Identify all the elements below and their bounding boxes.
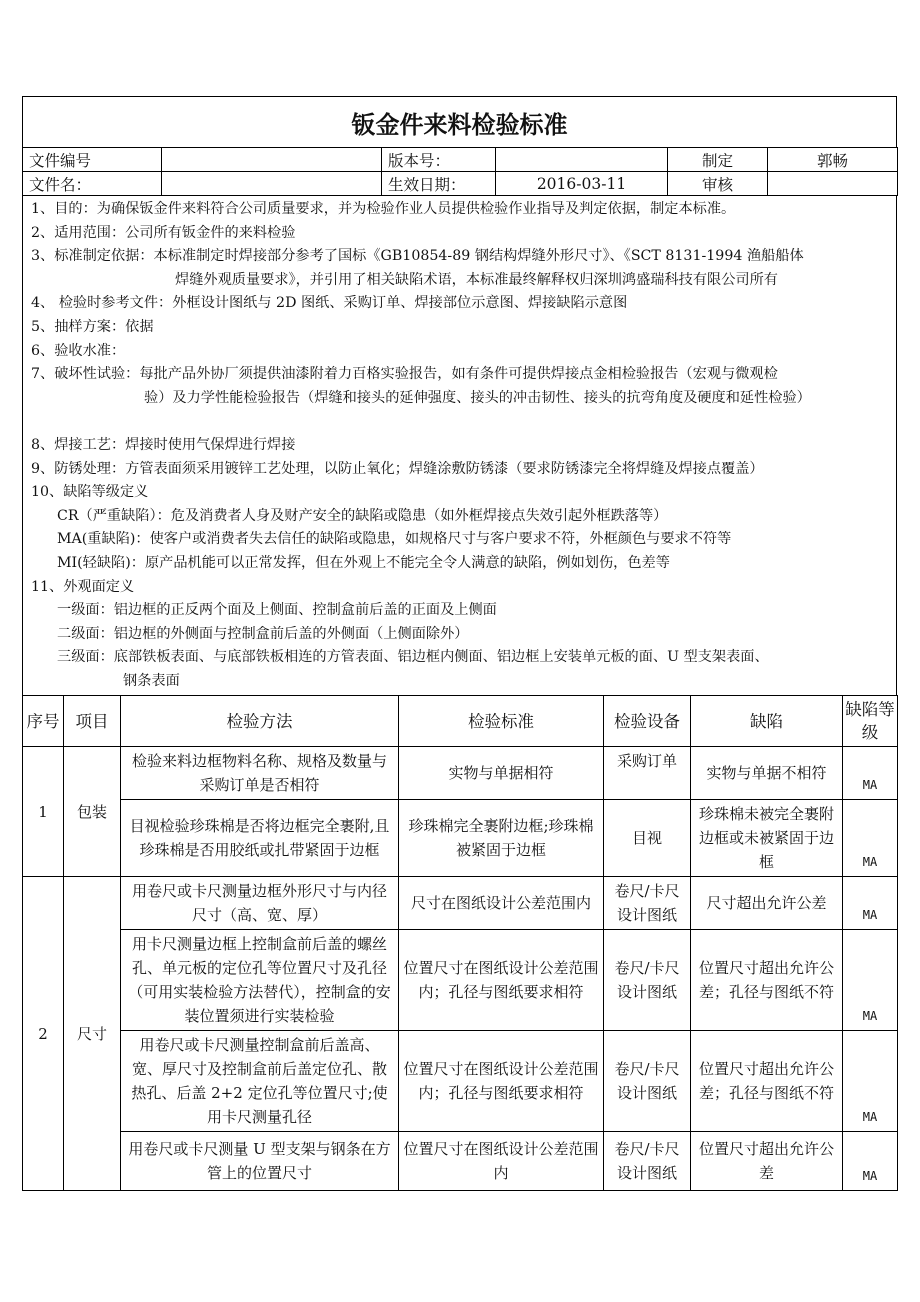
col-grade-header: 缺陷等级	[843, 696, 898, 747]
surface-level-3-cont: 钢条表面	[123, 672, 180, 689]
cell-standard: 珍珠棉完全裹附边框;珍珠棉被紧固于边框	[399, 800, 604, 877]
cell-grade: MA	[843, 930, 898, 1031]
section-scope: 2、适用范围：公司所有钣金件的来料检验	[31, 224, 296, 241]
group-seq: 1	[23, 747, 64, 877]
cell-standard: 位置尺寸在图纸设计公差范围内；孔径与图纸要求相符	[399, 930, 604, 1031]
cell-grade: MA	[843, 747, 898, 800]
header-table	[22, 147, 898, 196]
cell-defect: 位置尺寸超出允许公差；孔径与图纸不符	[691, 930, 843, 1031]
document-title: 钣金件来料检验标准	[22, 96, 897, 148]
section-basis-cont: 焊缝外观质量要求》，并引用了相关缺陷术语，本标准最终解释权归深圳鸿盛瑞科技有限公司所有	[175, 271, 778, 288]
cell-defect: 位置尺寸超出允许公差；孔径与图纸不符	[691, 1031, 843, 1132]
file-name-label: 文件名：	[23, 172, 162, 196]
col-defect-header: 缺陷	[691, 696, 843, 747]
blank-line	[31, 410, 890, 434]
col-standard-header: 检验标准	[399, 696, 604, 747]
version-label: 版本号：	[382, 148, 496, 172]
cell-defect: 尺寸超出允许公差	[691, 877, 843, 930]
section-purpose: 1、目的：为确保钣金件来料符合公司质量要求，并为检验作业人员提供检验作业指导及判定依据，制定本标准。	[31, 201, 736, 217]
cell-method: 用卷尺或卡尺测量边框外形尺寸与内径尺寸（高、宽、厚）	[121, 877, 399, 930]
col-seq-header: 序号	[23, 696, 64, 747]
made-label: 制定	[668, 148, 768, 172]
made-by-value: 郭畅	[768, 148, 898, 172]
section-reference-files: 4、 检验时参考文件：外框设计图纸与 2D 图纸、采购订单、焊接部位示意图、焊接缺陷示意图	[31, 295, 628, 312]
defect-level-cr: CR（严重缺陷）：危及消费者人身及财产安全的缺陷或隐患（如外框焊接点失效引起外框跌落等）	[57, 507, 668, 524]
section-basis: 3、标准制定依据：本标准制定时焊接部分参考了国标《GB10854-89 钢结构焊缝外形尺寸》、《SCT 8131-1994 渔船船体	[31, 248, 804, 265]
document-frame	[22, 96, 897, 1191]
section-sampling: 5、抽样方案：依据	[31, 318, 154, 335]
file-no-label: 文件编号	[23, 148, 162, 172]
review-label: 审核	[668, 172, 768, 196]
defect-level-ma: MA(重缺陷)：使客户或消费者失去信任的缺陷或隐患，如规格尺寸与客户要求不符，外框颜色与要求不符等	[57, 531, 732, 548]
col-item-header: 项目	[64, 696, 121, 747]
cell-equipment: 卷尺/卡尺设计图纸	[604, 1031, 691, 1132]
section-destructive-test: 7、破坏性试验：每批产品外协厂须提供油漆附着力百格实验报告，如有条件可提供焊接点金相检验报告（宏观与微观检	[31, 366, 778, 383]
cell-grade: MA	[843, 800, 898, 877]
cell-equipment: 采购订单	[604, 747, 691, 800]
col-method-header: 检验方法	[121, 696, 399, 747]
cell-defect: 实物与单据不相符	[691, 747, 843, 800]
surface-level-2: 二级面：铝边框的外侧面与控制盒前后盖的外侧面（上侧面除外）	[57, 625, 469, 642]
cell-grade: MA	[843, 1132, 898, 1191]
section-rust-proof: 9、防锈处理：方管表面须采用镀锌工艺处理，以防止氧化；焊缝涂敷防锈漆（要求防锈漆完全将焊缝及焊接点覆盖）	[31, 460, 764, 477]
table-header-row	[23, 696, 898, 747]
table-row	[23, 800, 898, 877]
col-equipment-header: 检验设备	[604, 696, 691, 747]
effective-date-value: 2016-03-11	[496, 172, 668, 196]
cell-method: 用卷尺或卡尺测量控制盒前后盖高、宽、厚尺寸及控制盒前后盖定位孔、散热孔、后盖 2+2 定位孔等位置尺寸;使用卡尺测量孔径	[121, 1031, 399, 1132]
section-surface-definition: 11、外观面定义	[31, 578, 135, 595]
cell-grade: MA	[843, 1031, 898, 1132]
cell-standard: 尺寸在图纸设计公差范围内	[399, 877, 604, 930]
group-seq: 2	[23, 877, 64, 1191]
section-defect-levels: 10、缺陷等级定义	[31, 484, 149, 501]
cell-grade: MA	[843, 877, 898, 930]
defect-level-mi: MI(轻缺陷)：原产品机能可以正常发挥，但在外观上不能完全令人满意的缺陷，例如划伤，色差等	[57, 554, 670, 571]
file-name-value	[162, 172, 382, 196]
group-item: 尺寸	[64, 877, 121, 1191]
cell-method: 目视检验珍珠棉是否将边框完全裹附,且珍珠棉是否用胶纸或扎带紧固于边框	[121, 800, 399, 877]
table-row	[23, 1132, 898, 1191]
table-row	[23, 747, 898, 800]
surface-level-1: 一级面：铝边框的正反两个面及上侧面、控制盒前后盖的正面及上侧面	[57, 602, 497, 619]
cell-method: 用卡尺测量边框上控制盒前后盖的螺丝孔、单元板的定位孔等位置尺寸及孔径（可用实装检验方法替代），控制盒的安装位置须进行实装检验	[121, 930, 399, 1031]
section-acceptance: 6、验收水准：	[31, 342, 126, 359]
table-row	[23, 930, 898, 1031]
cell-method: 检验来料边框物料名称、规格及数量与采购订单是否相符	[121, 747, 399, 800]
cell-defect: 珍珠棉未被完全裹附边框或未被紧固于边框	[691, 800, 843, 877]
cell-standard: 实物与单据相符	[399, 747, 604, 800]
cell-equipment: 卷尺/卡尺设计图纸	[604, 877, 691, 930]
table-row	[23, 1031, 898, 1132]
inspection-table	[22, 695, 898, 1191]
version-value	[496, 148, 668, 172]
section-destructive-test-cont: 验）及力学性能检验报告（焊缝和接头的延伸强度、接头的冲击韧性、接头的抗弯角度及硬度和延性检验）	[144, 389, 811, 406]
standard-body	[22, 196, 897, 696]
cell-equipment: 卷尺/卡尺设计图纸	[604, 930, 691, 1031]
cell-equipment: 卷尺/卡尺设计图纸	[604, 1132, 691, 1191]
group-item: 包装	[64, 747, 121, 877]
cell-standard: 位置尺寸在图纸设计公差范围内；孔径与图纸要求相符	[399, 1031, 604, 1132]
cell-standard: 位置尺寸在图纸设计公差范围内	[399, 1132, 604, 1191]
cell-equipment: 目视	[604, 800, 691, 877]
table-row	[23, 877, 898, 930]
file-no-value	[162, 148, 382, 172]
surface-level-3: 三级面：底部铁板表面、与底部铁板相连的方管表面、铝边框内侧面、铝边框上安装单元板的面、U 型支架表面、	[57, 649, 769, 666]
effective-date-label: 生效日期：	[382, 172, 496, 196]
cell-defect: 位置尺寸超出允许公差	[691, 1132, 843, 1191]
cell-method: 用卷尺或卡尺测量 U 型支架与钢条在方管上的位置尺寸	[121, 1132, 399, 1191]
section-welding: 8、焊接工艺：焊接时使用气保焊进行焊接	[31, 436, 296, 453]
reviewer-value	[768, 172, 898, 196]
